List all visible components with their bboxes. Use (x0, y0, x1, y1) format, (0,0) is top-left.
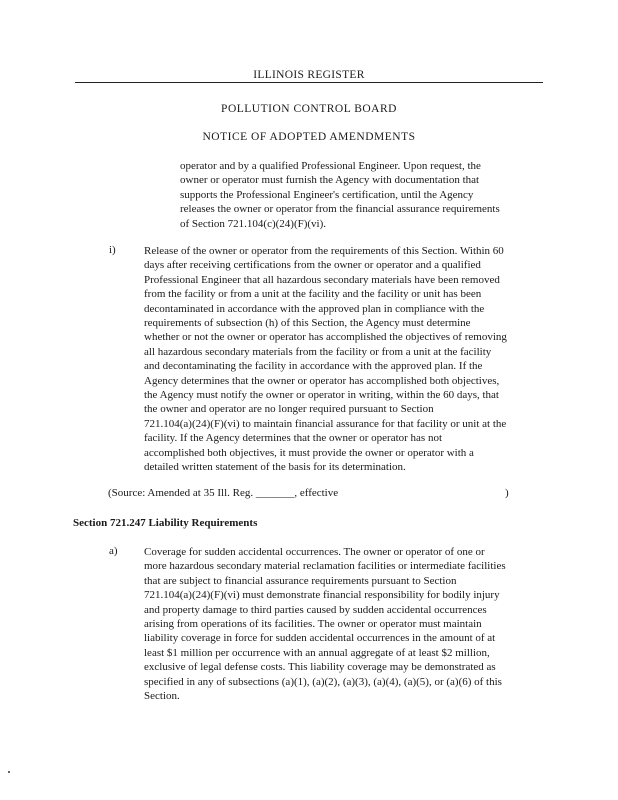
notice-title: NOTICE OF ADOPTED AMENDMENTS (202, 131, 416, 143)
text-line: arising from operations of its facilities. The owner or operator must maintain (144, 618, 482, 631)
text-line: that are subject to financial assurance requirements pursuant to Section (144, 574, 457, 587)
text-line: releases the owner or operator from the financial assurance requirements (180, 203, 500, 216)
subsection-a-paragraph (144, 545, 506, 703)
text-line: Release of the owner or operator from the requirements of this Section. Within 60 (144, 245, 504, 257)
text-line: Professional Engineer that all hazardous secondary materials have been removed (144, 273, 500, 286)
source-note: (Source: Amended at 35 Ill. Reg. _______, effective (108, 487, 339, 499)
text-line: operator and by a qualified Professional Engineer. Upon request, the (180, 160, 481, 172)
text-line: all hazardous secondary materials from the facility or from a unit at the facility (144, 345, 492, 358)
board-title: POLLUTION CONTROL BOARD (221, 103, 397, 115)
text-line: more hazardous secondary material reclamation facilities or intermediate facilities (144, 560, 506, 573)
text-line: 721.104(a)(24)(F)(vi) to maintain financial assurance for that facility or unit at the (144, 417, 507, 430)
scan-speck (8, 771, 10, 773)
text-line: detailed written statement of the basis for its determination. (144, 461, 406, 474)
text-line: and decontaminating the facility in accordance with the approved plan. If the (144, 360, 483, 373)
section-heading: Section 721.247 Liability Requirements (73, 517, 258, 529)
text-line: facility. If the Agency determines that the owner or operator has not (144, 432, 443, 445)
text-line: least $1 million per occurrence with an annual aggregate of at least $2 million, (144, 646, 490, 659)
text-line: requirements of subsection (h) of this Section, the Agency must determine (144, 317, 471, 330)
text-line: the owner and operator are no longer required pursuant to Section (144, 403, 434, 416)
text-line: Coverage for sudden accidental occurrences. The owner or operator of one or (144, 546, 485, 558)
text-line: exclusive of legal defense costs. This liability coverage may be demonstrated as (144, 661, 496, 674)
text-line: supports the Professional Engineer's certification, until the Agency (180, 188, 474, 201)
text-line: of Section 721.104(c)(24)(F)(vi). (180, 217, 327, 230)
header-rule (75, 82, 543, 83)
subsection-i-paragraph (144, 244, 507, 475)
text-line: liability coverage in force for sudden accidental occurrences in the amount of at (144, 632, 496, 645)
text-line: from the facility or from a unit at the facility and the facility or unit has been (144, 288, 482, 301)
text-line: days after receiving certifications from the owner or operator and a qualified (144, 259, 481, 272)
text-line: whether or not the owner or operator has accomplished the objectives of removing (144, 331, 507, 344)
register-title: ILLINOIS REGISTER (253, 69, 365, 81)
text-line: specified in any of subsections (a)(1), (a)(2), (a)(3), (a)(4), (a)(5), or (a)(6) of this (144, 675, 502, 688)
text-line: decontaminated in accordance with the approved plan in compliance with the (144, 302, 485, 315)
subsection-i-label: i) (109, 244, 116, 256)
text-line: Agency determines that the owner or operator has accomplished both objectives, (144, 374, 500, 387)
subsection-a-label: a) (109, 545, 118, 557)
text-line: owner or operator must furnish the Agency with documentation that (180, 174, 480, 187)
text-line: Section. (144, 690, 180, 703)
source-close: ) (505, 487, 509, 499)
text-line: 721.104(a)(24)(F)(vi) must demonstrate financial responsibility for bodily injury (144, 589, 500, 602)
text-line: accomplished both objectives, it must provide the owner or operator with a (144, 446, 474, 459)
text-line: and property damage to third parties caused by sudden accidental occurrences (144, 603, 487, 616)
continuation-paragraph (180, 159, 500, 231)
text-line: the Agency must notify the owner or operator in writing, within the 60 days, that (144, 389, 499, 402)
